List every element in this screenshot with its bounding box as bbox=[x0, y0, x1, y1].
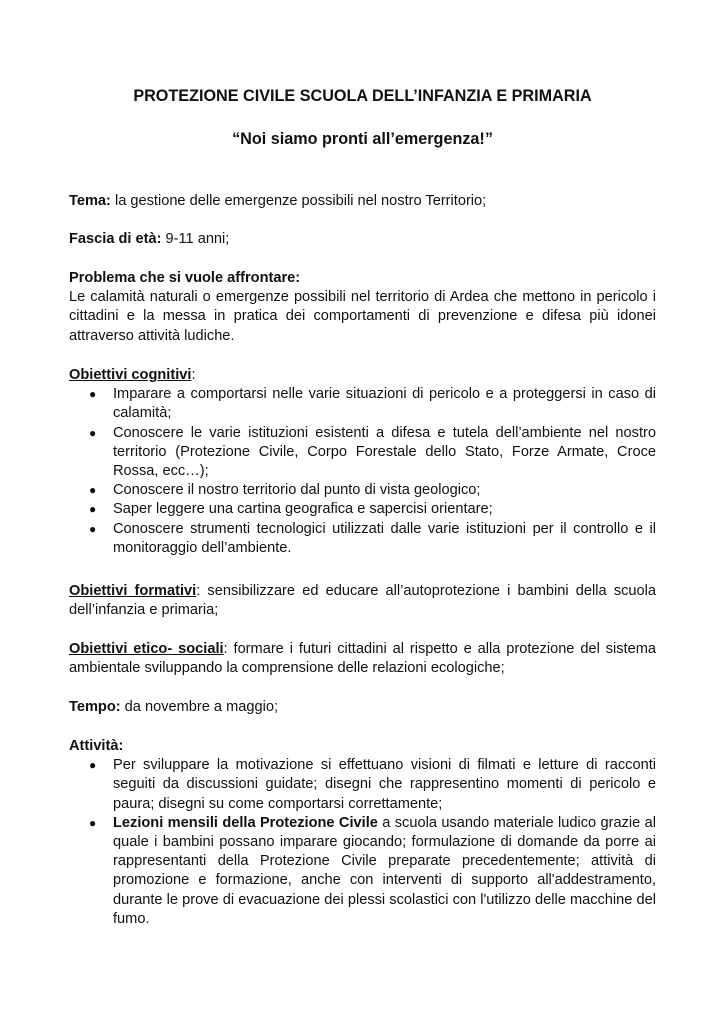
bullet-icon: ● bbox=[89, 425, 97, 440]
list-item-text: a scuola usando materiale ludico grazie al quale i bambini possano imparare giocando; formulazione di domande da porre ai rappresentanti della Protezione Civile preparate precedentemente; attività di promozione e formazione, anche con interventi di supporto all'addestramento, durante le prove di evacuazione dei plessi scolastici con l'utilizzo delle macchine del fumo. bbox=[113, 814, 656, 927]
attivita-label: Attività: bbox=[69, 738, 124, 754]
bullet-icon: ● bbox=[89, 521, 97, 536]
obiettivi-cognitivi-list bbox=[69, 385, 656, 558]
document-title: PROTEZIONE CIVILE SCUOLA DELL’INFANZIA E PRIMARIA bbox=[133, 87, 592, 105]
obiettivi-formativi-paragraph bbox=[69, 582, 656, 620]
list-item bbox=[69, 814, 656, 929]
list-item bbox=[69, 424, 656, 482]
problema-label: Problema che si vuole affrontare: bbox=[69, 270, 301, 286]
list-item bbox=[69, 520, 656, 558]
fascia-text: 9-11 anni; bbox=[161, 231, 230, 247]
attivita-list bbox=[69, 756, 656, 929]
bullet-icon: ● bbox=[89, 502, 97, 517]
tempo-label: Tempo: bbox=[69, 699, 121, 715]
obiettivi-etico-paragraph bbox=[69, 640, 656, 678]
list-item-text: Saper leggere una cartina geografica e sapercisi orientare; bbox=[113, 501, 493, 518]
obiettivi-cognitivi-section bbox=[69, 366, 656, 558]
tema-text: la gestione delle emergenze possibili nel nostro Territorio; bbox=[110, 193, 487, 209]
bullet-icon: ● bbox=[89, 815, 97, 830]
problema-text: Le calamità naturali o emergenze possibili nel territorio di Ardea che mettono in pericolo i cittadini e la messa in pratica dei comportamenti di prevenzione e difesa più idonei attraverso attività ludiche. bbox=[69, 289, 656, 344]
document-subtitle: “Noi siamo pronti all’emergenza!” bbox=[232, 130, 493, 148]
fascia-label: Fascia di età: bbox=[69, 231, 162, 247]
bullet-icon: ● bbox=[89, 758, 97, 773]
list-item bbox=[69, 500, 656, 519]
obiettivi-cognitivi-label: Obiettivi cognitivi bbox=[69, 367, 192, 383]
list-item-bold-text: Lezioni mensili della Protezione Civile bbox=[113, 814, 378, 831]
list-item bbox=[69, 756, 656, 814]
list-item-text: Conoscere strumenti tecnologici utilizzati dalle varie istituzioni per il controllo e il monitoraggio dell’ambiente. bbox=[113, 520, 656, 556]
obiettivi-cognitivi-heading bbox=[69, 366, 656, 385]
tema-paragraph bbox=[69, 192, 656, 211]
obiettivi-formativi-label: Obiettivi formativi bbox=[69, 583, 197, 599]
list-item-text: Conoscere il nostro territorio dal punto di vista geologico; bbox=[113, 482, 481, 499]
list-item-text: Per sviluppare la motivazione si effettuano visioni di filmati e letture di racconti seguiti da discussioni guidate; disegni che rappresentino momenti di pericolo e paura; disegni su come comportarsi correttamente; bbox=[113, 757, 656, 812]
tempo-paragraph bbox=[69, 698, 656, 717]
list-item bbox=[69, 385, 656, 423]
tempo-text: da novembre a maggio; bbox=[120, 699, 279, 715]
bullet-icon: ● bbox=[89, 387, 97, 402]
obiettivi-cognitivi-colon: : bbox=[191, 367, 196, 383]
list-item-text: Imparare a comportarsi nelle varie situazioni di pericolo e a proteggersi in caso di calamità; bbox=[113, 386, 656, 422]
fascia-paragraph bbox=[69, 230, 656, 249]
list-item bbox=[69, 481, 656, 500]
attivita-section bbox=[69, 737, 656, 929]
obiettivi-formativi-text: : sensibilizzare ed educare all’autoprotezione i bambini della scuola dell’infanzia e primaria; bbox=[69, 583, 657, 619]
list-item-text: Conoscere le varie istituzioni esistenti a difesa e tutela dell’ambiente nel nostro territorio (Protezione Civile, Corpo Forestale dello Stato, Forze Armate, Croce Rossa, ecc…); bbox=[113, 424, 656, 480]
obiettivi-etico-label: Obiettivi etico- sociali bbox=[69, 641, 224, 657]
bullet-icon: ● bbox=[89, 483, 97, 498]
problema-section bbox=[69, 269, 656, 346]
tema-label: Tema: bbox=[69, 193, 111, 209]
obiettivi-etico-text: : formare i futuri cittadini al rispetto e alla protezione del sistema ambientale sviluppando la comprensione delle relazioni ecologiche; bbox=[69, 641, 656, 677]
